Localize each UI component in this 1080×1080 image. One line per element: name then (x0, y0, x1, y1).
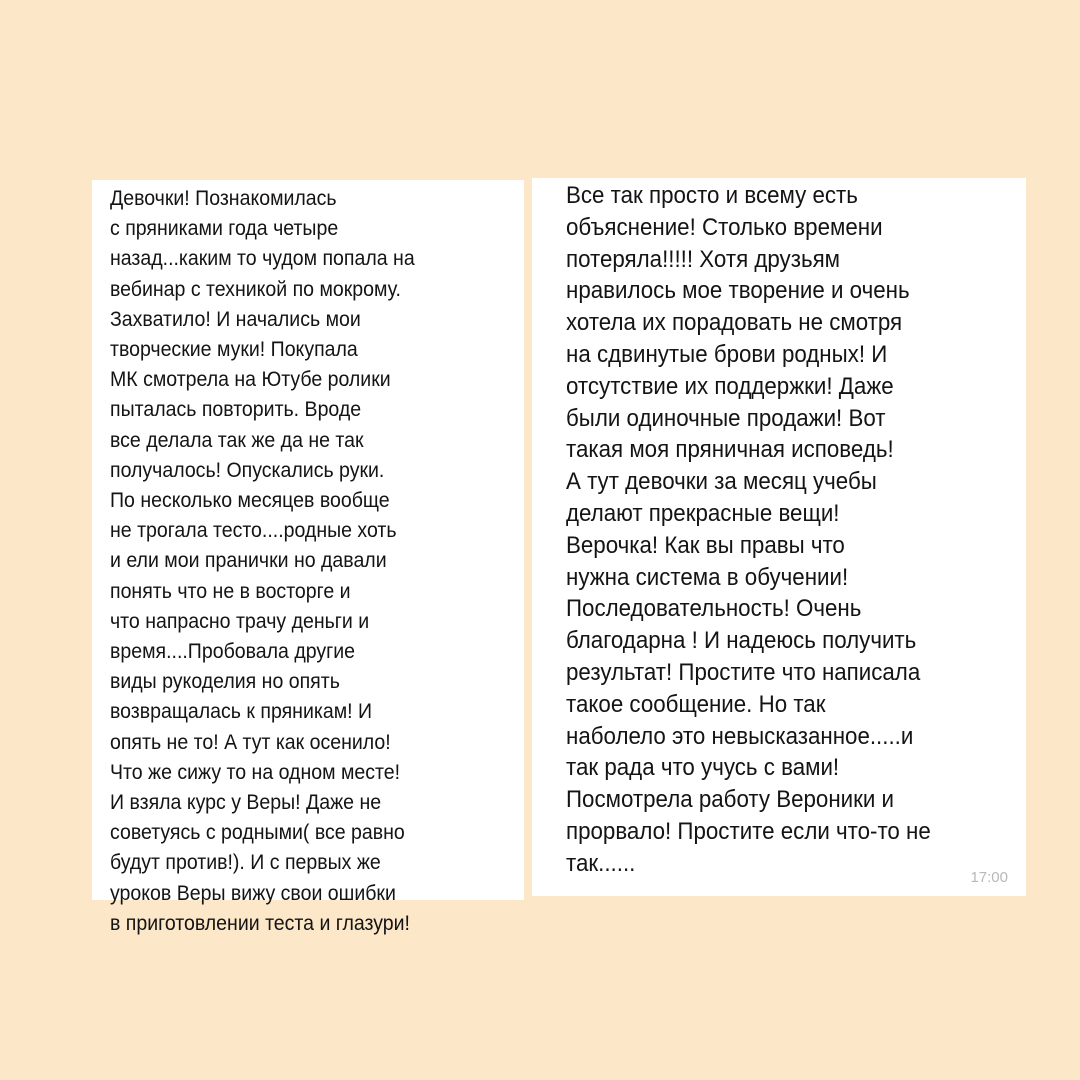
message-line: Посмотрела работу Вероники и (566, 786, 895, 814)
message-line: будут против!). И с первых же (110, 851, 381, 875)
message-line: и ели мои пранички но давали (110, 549, 387, 573)
message-line: все делала так же да не так (110, 428, 364, 452)
message-line: были одиночные продажи! Вот (566, 404, 886, 432)
message-line: не трогала тесто....родные хоть (110, 519, 397, 543)
message-line: понять что не в восторге и (110, 579, 351, 603)
message-line: так рада что учусь с вами! (566, 754, 840, 782)
message-line: отсутствие их поддержки! Даже (566, 372, 894, 400)
message-timestamp: 17:00 (970, 869, 1008, 886)
message-card-right (532, 178, 1026, 896)
message-line: А тут девочки за месяц учебы (566, 468, 877, 496)
message-line: возвращалась к пряникам! И (110, 700, 373, 724)
message-card-left (92, 180, 524, 935)
message-line: объяснение! Столько времени (566, 213, 883, 241)
message-line: такое сообщение. Но так (566, 690, 826, 718)
message-line: потеряла!!!!! Хотя друзьям (566, 245, 841, 273)
message-line: Все так просто и всему есть (566, 182, 858, 209)
message-line: опять не то! А тут как осенило! (110, 730, 391, 754)
message-line: пыталась повторить. Вроде (110, 398, 362, 422)
message-line: с пряниками года четыре (110, 217, 339, 241)
message-line: хотела их порадовать не смотря (566, 309, 903, 337)
message-text-right (566, 180, 1026, 880)
message-line: И взяла курс у Веры! Даже не (110, 791, 382, 815)
message-line: уроков Веры вижу свои ошибки (110, 881, 396, 905)
message-line: получалось! Опускались руки. (110, 458, 385, 482)
message-line: МК смотрела на Ютубе ролики (110, 368, 391, 392)
message-line: Что же сижу то на одном месте! (110, 760, 401, 784)
message-line: благодарна ! И надеюсь получить (566, 627, 917, 655)
message-line: нравилось мое творение и очень (566, 277, 910, 305)
message-line: в приготовлении теста и глазури! (110, 911, 410, 935)
message-line: вебинар с техникой по мокрому. (110, 277, 401, 301)
message-line: нужна система в обучении! (566, 563, 849, 591)
message-line: такая моя пряничная исповедь! (566, 436, 894, 464)
message-line: прорвало! Простите если что-то не (566, 817, 931, 845)
message-line: делают прекрасные вещи! (566, 499, 840, 527)
message-line: творческие муки! Покупала (110, 338, 358, 362)
message-line: так...... (566, 849, 636, 877)
message-line: Захватило! И начались мои (110, 307, 361, 331)
message-line: назад...каким то чудом попала на (110, 247, 415, 271)
message-line: советуясь с родными( все равно (110, 821, 405, 845)
message-line: наболело это невысказанное.....и (566, 722, 914, 750)
message-line: Верочка! Как вы правы что (566, 531, 845, 559)
message-line: Девочки! Познакомилась (110, 187, 337, 210)
message-text-left (110, 184, 524, 939)
message-line: Последовательность! Очень (566, 595, 862, 623)
message-line: По несколько месяцев вообще (110, 489, 390, 513)
message-line: на сдвинутые брови родных! И (566, 340, 888, 368)
message-line: что напрасно трачу деньги и (110, 609, 370, 633)
message-line: время....Пробовала другие (110, 640, 356, 664)
message-line: результат! Простите что написала (566, 658, 921, 686)
message-line: виды рукоделия но опять (110, 670, 340, 694)
